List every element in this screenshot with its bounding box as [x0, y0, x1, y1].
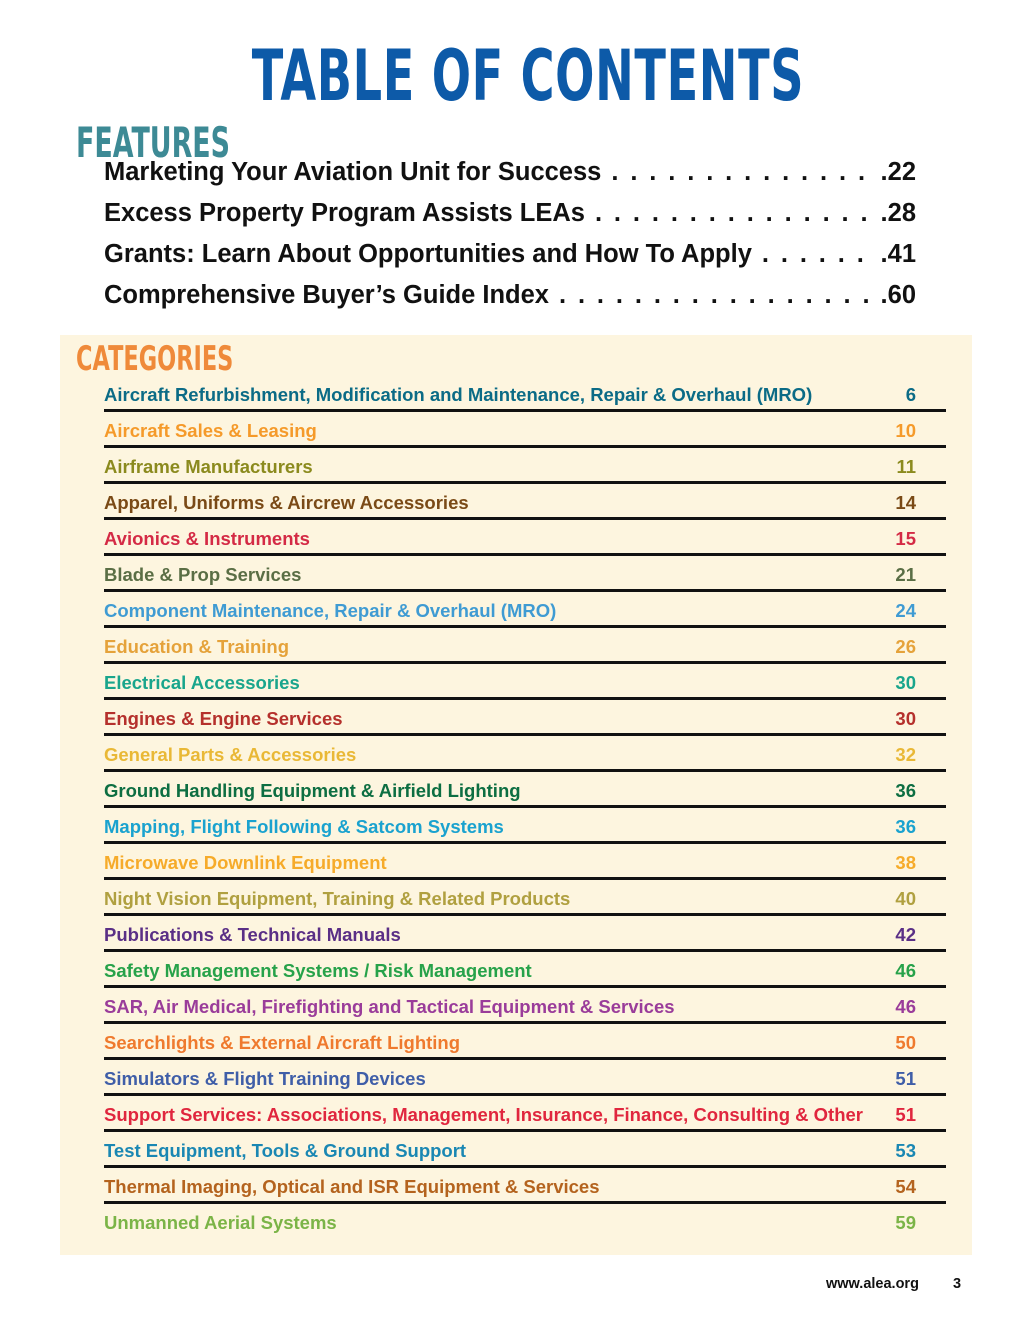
category-page: 46	[895, 996, 916, 1017]
category-item[interactable]	[104, 1024, 946, 1060]
feature-item[interactable]	[104, 158, 916, 199]
category-label: Education & Training	[104, 636, 290, 657]
dot-leader	[611, 158, 876, 187]
category-page: 14	[895, 492, 916, 513]
category-item[interactable]	[104, 448, 946, 484]
category-item[interactable]	[104, 592, 946, 628]
category-label: Searchlights & External Aircraft Lighting	[104, 1032, 461, 1053]
category-label: Apparel, Uniforms & Aircrew Accessories	[104, 492, 469, 513]
category-item[interactable]	[104, 952, 946, 988]
category-label: Component Maintenance, Repair & Overhaul (MRO)	[104, 600, 557, 621]
category-label: Microwave Downlink Equipment	[104, 852, 387, 873]
feature-page: .22	[880, 158, 916, 186]
category-item[interactable]	[104, 700, 946, 736]
category-label: Avionics & Instruments	[104, 528, 310, 549]
categories-list	[104, 376, 946, 1237]
category-page: 26	[895, 636, 916, 657]
category-page: 6	[905, 384, 916, 405]
category-item[interactable]	[104, 1204, 946, 1237]
features-list	[104, 158, 916, 322]
feature-item[interactable]	[104, 199, 916, 240]
category-label: Support Services: Associations, Management, Insurance, Finance, Consulting & Other	[104, 1104, 863, 1125]
category-page: 21	[895, 564, 916, 585]
categories-heading: CATEGORIES	[76, 339, 234, 379]
category-page: 30	[895, 672, 916, 693]
category-page: 40	[895, 888, 916, 909]
category-item[interactable]	[104, 988, 946, 1024]
category-item[interactable]	[104, 736, 946, 772]
category-page: 10	[895, 420, 916, 441]
category-page: 46	[895, 960, 916, 981]
category-page: 30	[895, 708, 916, 729]
feature-item[interactable]	[104, 240, 916, 281]
category-item[interactable]	[104, 484, 946, 520]
category-page: 51	[895, 1104, 916, 1125]
category-label: SAR, Air Medical, Firefighting and Tactical Equipment & Services	[104, 996, 675, 1017]
page-title: TABLE OF CONTENTS	[251, 35, 805, 117]
category-label: Airframe Manufacturers	[104, 456, 313, 477]
feature-title: Marketing Your Aviation Unit for Success	[104, 158, 602, 186]
category-item[interactable]	[104, 556, 946, 592]
category-label: Blade & Prop Services	[104, 564, 302, 585]
category-page: 42	[895, 924, 916, 945]
category-page: 59	[895, 1212, 916, 1233]
category-label: Electrical Accessories	[104, 672, 300, 693]
category-item[interactable]	[104, 412, 946, 448]
category-page: 15	[895, 528, 916, 549]
feature-item[interactable]	[104, 281, 916, 322]
category-item[interactable]	[104, 376, 946, 412]
category-item[interactable]	[104, 1060, 946, 1096]
feature-page: .28	[880, 199, 916, 227]
category-item[interactable]	[104, 1132, 946, 1168]
feature-title: Comprehensive Buyer’s Guide Index	[104, 281, 549, 309]
category-label: General Parts & Accessories	[104, 744, 357, 765]
category-label: Publications & Technical Manuals	[104, 924, 401, 945]
category-label: Mapping, Flight Following & Satcom Systems	[104, 816, 504, 837]
dot-leader	[559, 281, 877, 310]
category-label: Engines & Engine Services	[104, 708, 343, 729]
category-page: 36	[895, 780, 916, 801]
category-item[interactable]	[104, 1168, 946, 1204]
category-label: Aircraft Refurbishment, Modification and Maintenance, Repair & Overhaul (MRO)	[104, 384, 813, 405]
feature-title: Excess Property Program Assists LEAs	[104, 199, 585, 227]
feature-page: .60	[880, 281, 916, 309]
dot-leader	[595, 199, 877, 228]
page-number: 3	[953, 1276, 962, 1292]
category-label: Aircraft Sales & Leasing	[104, 420, 317, 441]
features-heading: FEATURES	[76, 118, 231, 167]
category-label: Simulators & Flight Training Devices	[104, 1068, 426, 1089]
category-label: Thermal Imaging, Optical and ISR Equipment & Services	[104, 1176, 600, 1197]
category-page: 32	[895, 744, 916, 765]
category-page: 38	[895, 852, 916, 873]
category-item[interactable]	[104, 1096, 946, 1132]
category-label: Safety Management Systems / Risk Management	[104, 960, 532, 981]
feature-title: Grants: Learn About Opportunities and How To Apply	[104, 240, 752, 268]
category-item[interactable]	[104, 664, 946, 700]
category-item[interactable]	[104, 808, 946, 844]
category-item[interactable]	[104, 772, 946, 808]
category-label: Ground Handling Equipment & Airfield Lighting	[104, 780, 521, 801]
feature-page: .41	[880, 240, 916, 268]
footer-url[interactable]: www.alea.org	[826, 1276, 919, 1292]
category-item[interactable]	[104, 520, 946, 556]
category-label: Unmanned Aerial Systems	[104, 1212, 337, 1233]
category-page: 24	[895, 600, 916, 621]
category-page: 11	[896, 456, 916, 477]
category-page: 54	[895, 1176, 916, 1197]
category-page: 50	[895, 1032, 916, 1053]
category-page: 36	[895, 816, 916, 837]
category-page: 53	[895, 1140, 916, 1161]
category-item[interactable]	[104, 916, 946, 952]
category-item[interactable]	[104, 844, 946, 880]
category-page: 51	[895, 1068, 916, 1089]
category-label: Night Vision Equipment, Training & Related Products	[104, 888, 571, 909]
category-label: Test Equipment, Tools & Ground Support	[104, 1140, 467, 1161]
category-item[interactable]	[104, 880, 946, 916]
dot-leader	[762, 240, 877, 269]
category-item[interactable]	[104, 628, 946, 664]
